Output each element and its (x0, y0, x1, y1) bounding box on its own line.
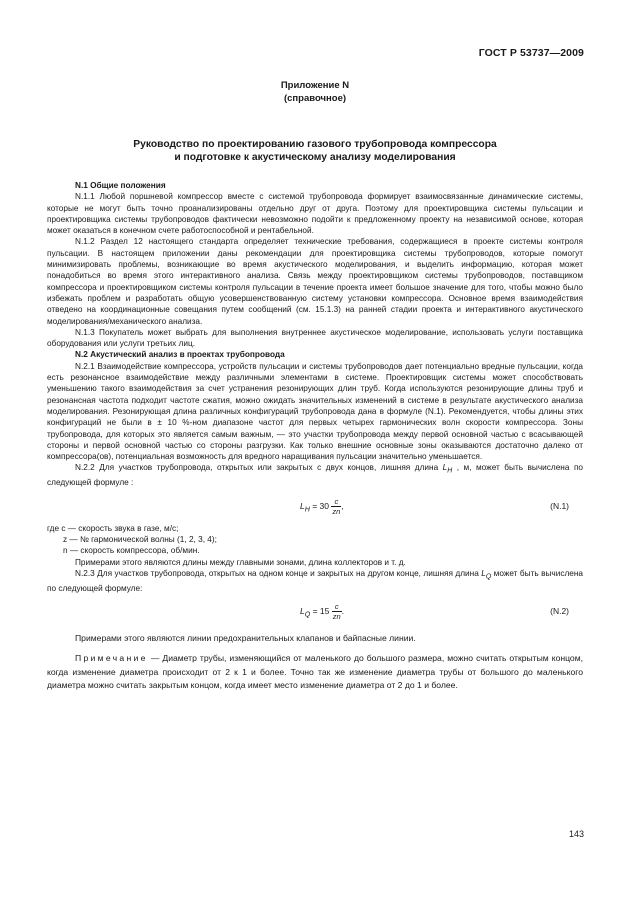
appendix-heading (0, 80, 630, 105)
where-n: n — скорость компрессора, об/мин. (63, 546, 200, 556)
symbol-l: L (481, 568, 486, 578)
section-heading-n1: N.1 Общие положения (75, 181, 166, 190)
appendix-subtitle: (справочное) (283, 92, 347, 104)
paragraph-n1-2: N.1.2 Раздел 12 настоящего стандарта определяет технические требования, содержащиеся в проекте системы контроля пульсации. В настоящем приложении даны рекомендации для проектировщика системы трубопроводов, которые помогут минимизировать проблемы, возникающие во время акустического моделирования, и выделить информацию, которая может понадобиться во время этого интерактивного анализа. Связь между проектировщиком системы трубопроводов, поставщиком компрессора и проектировщиком системы контроля пульсации в течение проекта имеет большое значение для того, чтобы можно было избежать проблем и разработать общую усовершенствованную систему установки компрессора. Основное время взаимодействия отведено на координационные совещания путем сообщений (см. 15.1.3) на ранней стадии проекта и интерактивного акустического моделирования/механического анализа. (47, 237, 583, 326)
formula-n1 (47, 489, 583, 523)
symbol-subscript: H (447, 468, 453, 476)
formula-expression: $L_H = 30$ $\frac{c}{zn}$ , (300, 496, 344, 516)
appendix-title: Приложение N (280, 80, 350, 91)
document-title (70, 138, 560, 164)
paragraph-n1-3: N.1.3 Покупатель может выбрать для выполнения внутреннее акустическое моделирование, использовать услуги поставщика оборудования или услуги третьих лиц. (47, 327, 583, 349)
paragraph-n2-3: N.2.3 Для участков трубопровода, открытых на одном конце и закрытых на другом конце, лишняя длина $L_Q$ может быть вычислена по следующей формуле: (47, 568, 583, 593)
where-c: где c — скорость звука в газе, м/с; (47, 523, 179, 533)
formula-number: (N.2) (550, 606, 569, 617)
page-number: 143 (568, 829, 584, 839)
symbol-subscript: Q (485, 573, 492, 581)
document-body (47, 180, 583, 693)
document-title-line-1: Руководство по проектированию газового трубопровода компрессора (133, 139, 497, 150)
formula-n2 (47, 594, 583, 628)
examples-paragraph-1: Примерами этого являются длины между главными зонами, длина коллекторов и т. д. (75, 557, 406, 567)
paragraph-n2-2: N.2.2 Для участков трубопровода, открытых или закрытых с двух концов, лишняя длина $L_H$ , м, может быть вычислена по следующей формуле : (47, 463, 583, 488)
where-z: z — № гармонической волны (1, 2, 3, 4); (63, 534, 217, 544)
symbol-l: L (442, 463, 448, 473)
paragraph-n1-1: N.1.1 Любой поршневой компрессор вместе с системой трубопровода формирует взаимосвязанные динамические системы, которые не могут быть точно проанализированы отдельно друг от друга. Поэтому для проектировщика системы пульсации и проектировщика системы трубопроводов фактически невозможно подойти к предложенному проекту на независимой основе, которая может оказаться в конечном счете работоспособной и рентабельной. (47, 192, 583, 236)
examples-paragraph-2: Примерами этого являются линии предохранительных клапанов и байпасные линии. (75, 633, 416, 644)
section-heading-n2: N.2 Акустический анализ в проектах трубопровода (75, 350, 285, 360)
formula-fraction: $\frac{c}{zn}$ (332, 496, 341, 516)
formula-number: (N.1) (550, 500, 569, 511)
standard-code: ГОСТ Р 53737—2009 (478, 47, 584, 59)
note-label: Примечание (75, 652, 148, 663)
formula-fraction: $\frac{c}{zn}$ (332, 602, 341, 622)
document-title-line-2: и подготовке к акустическому анализу моделирования (174, 152, 456, 163)
note-paragraph: Примечание — Диаметр трубы, изменяющийся от маленького до большого размера, можно считать открытым концом, когда изменение диаметра происходит от 2 к 1 и более. Точно так же изменение диаметра трубы от большого до маленького диаметра можно считать закрытым концом, когда имеет место изменение диаметра от 2 до 1 и более. (47, 652, 583, 691)
formula-expression: $L_Q = 15$ $\frac{c}{zn}$ . (300, 602, 345, 622)
paragraph-n2-1: N.2.1 Взаимодействие компрессора, устройств пульсации и системы трубопроводов дает потенциально вредные пульсации, когда есть резонансное взаимодействие между различными элементами в системе. Проектировщик системы может способствовать уменьшению такого взаимодействия за счет устранения резонирующих длин труб. Когда используются резонирующие длины труб и резонансная частота подходит частоте сжатия, можно ожидать значительных изменений в системе в результате акустического анализа моделирования. Резонирующая длина различных конфигураций трубопровода дана в формуле (N.1). Рекомендуется, чтобы длины этих конфигураций не были в ± 10 %-ном диапазоне частот для первых четырех гармонических волн скорости компрессора. Зоны трубопровода, для которых это является самым важным, — это участки трубопровода между первой основной частью с всасывающей стороны и первой основной частью со стороны разгрузки. Как только внешние основные зоны оказываются достаточно далеко от компрессора(ов), потенциальная возможность для вредного наращивания пульсации значительно уменьшается. (47, 361, 583, 462)
